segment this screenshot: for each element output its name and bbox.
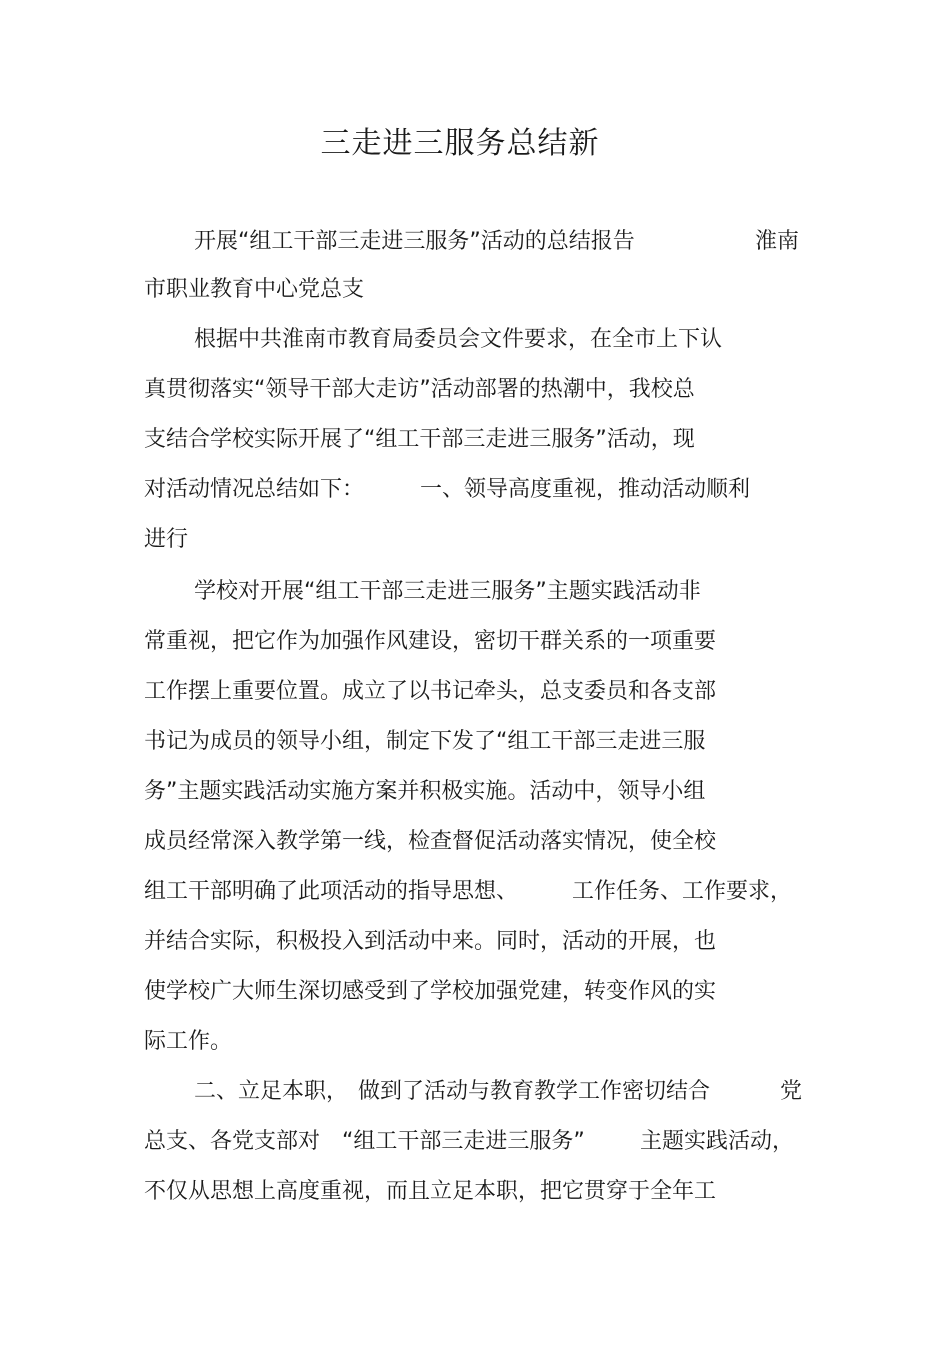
paragraph-line: 根据中共淮南市教育局委员会文件要求，在全市上下认	[194, 327, 723, 352]
section-heading-1: 一、领导高度重视，推动活动顺利	[420, 477, 751, 502]
paragraph-line-segment: “组工干部三走进三服务”	[342, 1129, 585, 1154]
paragraph-line-segment: 主题实践活动，	[640, 1129, 795, 1154]
report-heading-line: 开展“组工干部三走进三服务”活动的总结报告	[194, 229, 635, 254]
paragraph-line: 工作摆上重要位置。成立了以书记牵头，总支委员和各支部	[144, 679, 717, 704]
paragraph-line: 使学校广大师生深切感受到了学校加强党建，转变作风的实	[144, 979, 717, 1004]
paragraph-line: 成员经常深入教学第一线，检查督促活动落实情况，使全校	[144, 829, 717, 854]
section-heading-1-cont: 进行	[144, 527, 189, 552]
paragraph-line: 不仅从思想上高度重视，而且立足本职，把它贯穿于全年工	[144, 1179, 717, 1204]
paragraph-line: 支结合学校实际开展了“组工干部三走进三服务”活动，现	[144, 427, 695, 452]
section-heading-2: 二、立足本职，	[194, 1079, 349, 1104]
section-heading-2-cont: 做到了活动与教育教学工作密切结合	[358, 1079, 711, 1104]
paragraph-line: 常重视，把它作为加强作风建设，密切干群关系的一项重要	[144, 629, 717, 654]
paragraph-line-segment: 党	[780, 1079, 803, 1104]
paragraph-line-segment: 工作任务、工作要求，	[572, 879, 793, 904]
paragraph-line: 并结合实际，积极投入到活动中来。同时，活动的开展，也	[144, 929, 717, 954]
report-heading-city: 淮南	[755, 229, 800, 254]
paragraph-line: 总支、各党支部对	[144, 1129, 321, 1154]
paragraph-line: 书记为成员的领导小组，制定下发了“组工干部三走进三服	[144, 729, 706, 754]
paragraph-line: 组工干部明确了此项活动的指导思想、	[144, 879, 519, 904]
report-author-line: 市职业教育中心党总支	[144, 277, 365, 302]
paragraph-line: 务”主题实践活动实施方案并积极实施。活动中，领导小组	[144, 779, 706, 804]
paragraph-line: 对活动情况总结如下：	[144, 477, 365, 502]
document-title: 三走进三服务总结新	[320, 126, 600, 161]
paragraph-line: 际工作。	[144, 1029, 233, 1054]
paragraph-line: 真贯彻落实“领导干部大走访”活动部署的热潮中，我校总	[144, 377, 695, 402]
paragraph-line: 学校对开展“组工干部三走进三服务”主题实践活动非	[194, 579, 701, 604]
